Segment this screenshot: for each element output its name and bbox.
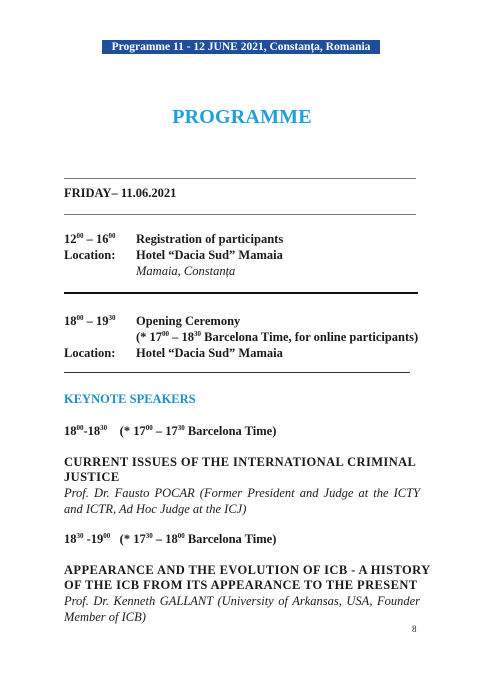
opening-location: Hotel “Dacia Sud” Mamaia: [136, 346, 283, 360]
registration-location-sub: Mamaia, Constanța: [136, 264, 236, 278]
page-title: PROGRAMME: [172, 106, 312, 128]
keynote-slot2-time: $18^{30}$ $-19^{00}$ (* $17^{30} - 18^{00}$ Barcelona Time): [64, 532, 277, 546]
registration-location-label: Location:: [64, 248, 116, 262]
divider-day: [64, 214, 416, 215]
talk2-speaker: Prof. Dr. Kenneth GALLANT (University of Arkansas, USA, Founder Member of ICB): [64, 594, 420, 624]
registration-label: Registration of participants: [136, 232, 284, 246]
opening-label: Opening Ceremony: [136, 314, 241, 328]
page-number: 8: [412, 624, 417, 634]
talk1-speaker: Prof. Dr. Fausto POCAR (Former President and Judge at the ICTY and ICTR, Ad Hoc Judge at the ICJ): [64, 486, 420, 516]
opening-time: $18^{00} - 19^{30}$: [64, 314, 116, 328]
talk1-title-line2: JUSTICE: [64, 470, 120, 484]
divider-section: [64, 292, 418, 294]
day-heading: FRIDAY– 11.06.2021: [64, 186, 177, 200]
divider-top: [64, 178, 416, 179]
keynote-slot1-time: $18^{00}-18^{30}$ (* $17^{00} - 17^{30}$ Barcelona Time): [64, 424, 277, 438]
header-banner: Programme 11 - 12 JUNE 2021, Constanța, Romania: [102, 40, 380, 54]
divider-opening: [64, 372, 410, 373]
registration-time: $12^{00} - 16^{00}$: [64, 232, 116, 246]
talk1-title-line1: CURRENT ISSUES OF THE INTERNATIONAL CRIMINAL: [64, 455, 417, 469]
talk2-title-line2: OF THE ICB FROM ITS APPEARANCE TO THE PRESENT: [64, 578, 418, 592]
keynote-heading: KEYNOTE SPEAKERS: [64, 392, 196, 406]
talk2-title-line1: APPEARANCE AND THE EVOLUTION OF ICB - A HISTORY: [64, 563, 431, 577]
registration-location: Hotel “Dacia Sud” Mamaia: [136, 248, 283, 262]
opening-location-label: Location:: [64, 346, 116, 360]
opening-barcelona-note: (* $17^{00} - 18^{30}$ Barcelona Time, for online participants): [136, 330, 419, 344]
